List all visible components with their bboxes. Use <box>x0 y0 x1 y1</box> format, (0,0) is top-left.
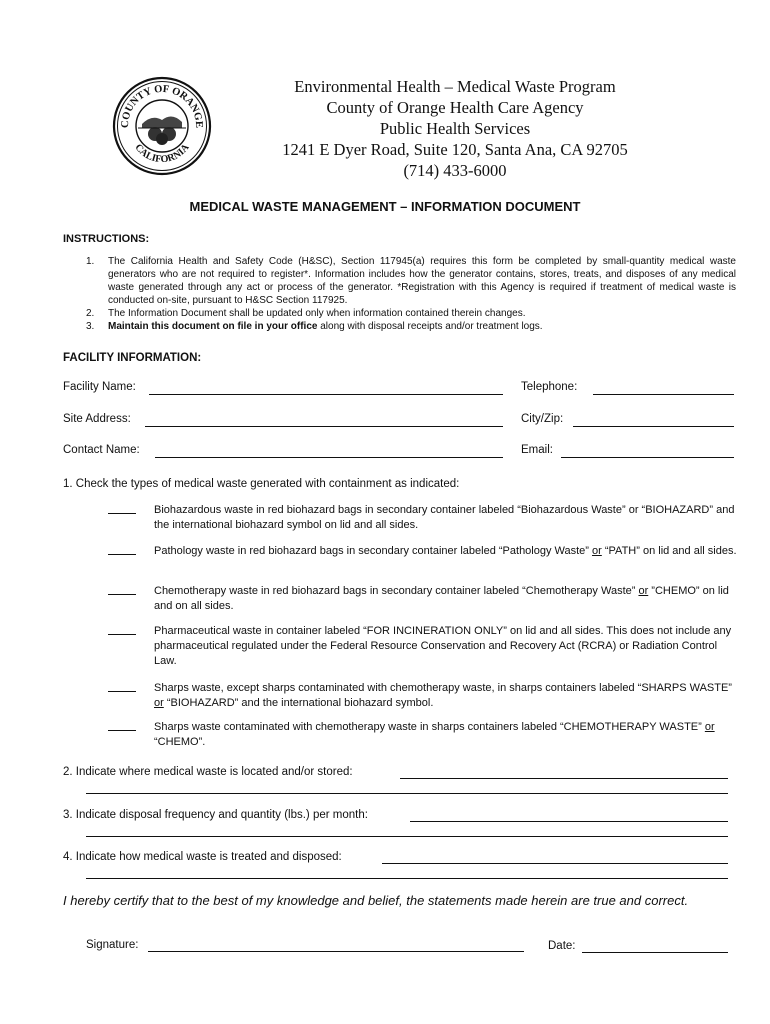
waste-type-text: Biohazardous waste in red biohazard bags in secondary container labeled “Biohazardous Waste” or “BIOHAZARD” and the international biohazard symbol on lid and all sides. <box>154 504 735 531</box>
waste-check-blank[interactable] <box>108 720 136 731</box>
facility-name-label: Facility Name: <box>63 381 136 393</box>
contact-name-row <box>63 444 735 460</box>
facility-name-row <box>63 381 735 397</box>
city-zip-field[interactable] <box>573 426 734 427</box>
instruction-item <box>80 320 736 333</box>
site-address-field[interactable] <box>145 426 503 427</box>
site-address-label: Site Address: <box>63 413 131 425</box>
waste-text-pre: Pathology waste in red biohazard bags in secondary container labeled “Pathology Waste” <box>154 545 593 557</box>
instruction-bold: Maintain this document on file in your office <box>108 321 318 332</box>
contact-name-label: Contact Name: <box>63 444 140 456</box>
agency-name: County of Orange Health Care Agency <box>326 98 584 117</box>
waste-check-blank[interactable] <box>108 584 136 595</box>
instruction-number: 1. <box>86 256 95 267</box>
seal-text-top: COUNTY OF ORANGE <box>119 83 205 129</box>
waste-text-post: “BIOHAZARD” and the international biohazard symbol. <box>163 697 434 709</box>
agency-phone: (714) 433-6000 <box>403 161 507 180</box>
waste-type-text: Pharmaceutical waste in container labeled “FOR INCINERATION ONLY” on lid and all sides. This does not include any pharmaceutical regulated under the Federal Resource Conservation and Recovery Act (RCRA) or Radiation Control Law. <box>154 625 732 667</box>
email-label: Email: <box>521 444 553 456</box>
waste-type-text <box>154 584 738 614</box>
agency-header <box>220 76 690 181</box>
waste-text-pre: Sharps waste, except sharps contaminated with chemotherapy waste, in sharps containers labeled “SHARPS WASTE” <box>154 682 732 694</box>
waste-text-or: or <box>638 585 649 597</box>
disposal-frequency-field-line2[interactable] <box>86 836 728 837</box>
facility-name-field[interactable] <box>149 394 503 395</box>
site-address-row <box>63 413 735 429</box>
instruction-number: 3. <box>86 321 95 332</box>
telephone-field[interactable] <box>593 394 734 395</box>
waste-text-pre: Sharps waste contaminated with chemotherapy waste in sharps containers labeled “CHEMOTHERAPY WASTE” <box>154 721 705 733</box>
instruction-rest: along with disposal receipts and/or treatment logs. <box>317 321 543 332</box>
email-field[interactable] <box>561 457 734 458</box>
certification-statement: I hereby certify that to the best of my knowledge and belief, the statements made herein are true and correct. <box>63 893 689 908</box>
date-label: Date: <box>548 940 576 952</box>
question-4-label: 4. Indicate how medical waste is treated and disposed: <box>63 851 342 863</box>
instruction-text: The Information Document shall be updated only when information contained therein changes. <box>108 308 526 319</box>
telephone-label: Telephone: <box>521 381 578 393</box>
disposal-frequency-field[interactable] <box>410 821 728 822</box>
instruction-text: The California Health and Safety Code (H&SC), Section 117945(a) requires this form be completed by small-quantity medical waste generators who are not required to register*. Information includes how the generator contains, stores, treats, and disposes of any medical waste generated through any act or process of the generator. *Registration with this Agency is required if treatment of medical waste is conducted on-site, pursuant to H&SC Section 117925. <box>108 256 736 306</box>
city-zip-label: City/Zip: <box>521 413 564 425</box>
document-title: MEDICAL WASTE MANAGEMENT – INFORMATION DOCUMENT <box>189 199 581 214</box>
waste-text-or: or <box>704 721 715 733</box>
waste-text-post: “PATH” on lid and all sides. <box>601 545 737 557</box>
instruction-item <box>80 255 736 307</box>
instruction-number: 2. <box>86 308 95 319</box>
treatment-disposal-field-line2[interactable] <box>86 878 728 879</box>
svg-text:CALIFORNIA <box>132 142 192 166</box>
signature-label: Signature: <box>86 939 139 951</box>
waste-check-blank[interactable] <box>108 503 136 514</box>
division-name: Public Health Services <box>379 119 531 138</box>
treatment-disposal-field[interactable] <box>382 863 728 864</box>
waste-text-or: or <box>592 545 602 557</box>
contact-name-field[interactable] <box>155 457 503 458</box>
waste-check-blank[interactable] <box>108 624 136 635</box>
question-1-label: 1. Check the types of medical waste generated with containment as indicated: <box>63 478 460 490</box>
agency-address: 1241 E Dyer Road, Suite 120, Santa Ana, CA 92705 <box>282 140 628 159</box>
storage-location-field[interactable] <box>400 778 728 779</box>
signature-field[interactable] <box>148 951 524 952</box>
facility-heading: FACILITY INFORMATION: <box>63 352 202 364</box>
instructions-heading: INSTRUCTIONS: <box>63 233 150 245</box>
waste-text-post: ”CHEMO” on lid and on all sides. <box>154 585 729 612</box>
waste-type-text <box>154 681 738 711</box>
waste-check-blank[interactable] <box>108 681 136 692</box>
storage-location-field-line2[interactable] <box>86 793 728 794</box>
waste-text-or: or <box>154 697 164 709</box>
waste-text-post: “CHEMO”. <box>154 736 206 748</box>
date-field[interactable] <box>582 952 728 953</box>
instructions-list <box>80 255 736 333</box>
waste-type-text <box>154 544 738 559</box>
question-3-label: 3. Indicate disposal frequency and quantity (lbs.) per month: <box>63 809 368 821</box>
waste-type-text <box>154 720 738 750</box>
county-seal <box>112 76 212 176</box>
program-name: Environmental Health – Medical Waste Program <box>294 77 616 96</box>
seal-text-bottom: CALIFORNIA <box>132 142 192 166</box>
instruction-text <box>108 320 736 333</box>
question-2-label: 2. Indicate where medical waste is located and/or stored: <box>63 766 353 778</box>
instruction-item <box>80 307 736 320</box>
waste-text-pre: Chemotherapy waste in red biohazard bags in secondary container labeled “Chemotherapy Waste” <box>154 585 639 597</box>
waste-check-blank[interactable] <box>108 544 136 555</box>
